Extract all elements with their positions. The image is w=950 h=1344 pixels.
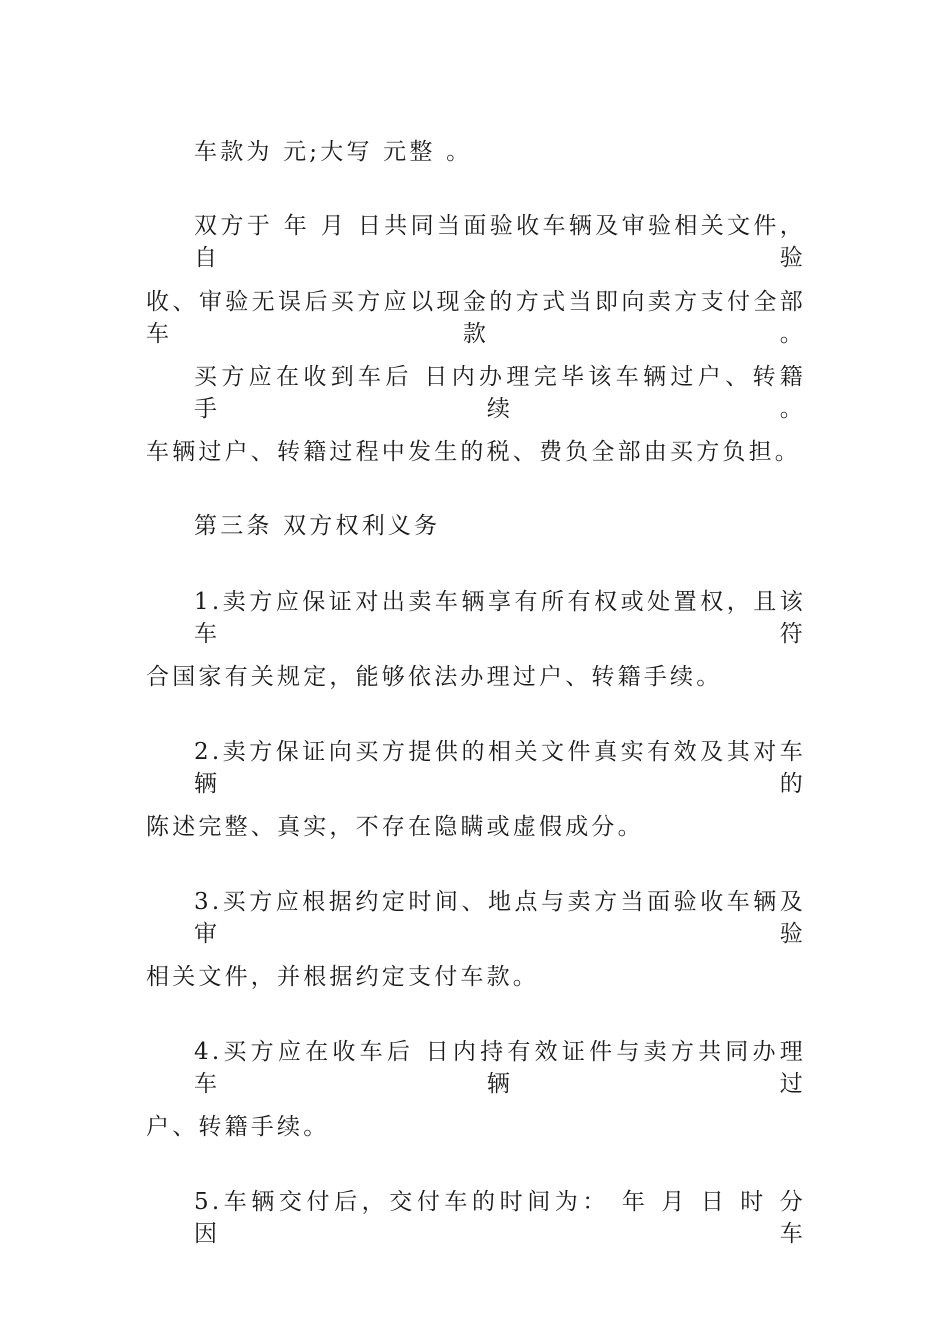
paragraph-line-8: 合国家有关规定，能够依法办理过户、转籍手续。 bbox=[146, 664, 723, 690]
paragraph-line-12: 相关文件，并根据约定支付车款。 bbox=[146, 964, 539, 990]
paragraph-line-1: 车款为 元;大写 元整 。 bbox=[194, 139, 473, 165]
paragraph-line-15: 5.车辆交付后，交付车的时间为： 年 月 日 时 分 因车 bbox=[194, 1189, 806, 1247]
paragraph-line-11: 3.买方应根据约定时间、地点与卖方当面验收车辆及审验 bbox=[194, 889, 806, 947]
paragraph-line-4: 买方应在收到车后 日内办理完毕该车辆过户、转籍手续。 bbox=[194, 364, 806, 422]
paragraph-line-5: 车辆过户、转籍过程中发生的税、费负全部由买方负担。 bbox=[146, 439, 801, 465]
paragraph-line-13: 4.买方应在收车后 日内持有效证件与卖方共同办理车辆过 bbox=[194, 1039, 806, 1097]
paragraph-line-7: 1.卖方应保证对出卖车辆享有所有权或处置权，且该车符 bbox=[194, 589, 806, 647]
paragraph-line-10: 陈述完整、真实，不存在隐瞒或虚假成分。 bbox=[146, 814, 644, 840]
paragraph-line-14: 户、转籍手续。 bbox=[146, 1114, 330, 1140]
section-heading: 第三条 双方权利义务 bbox=[194, 513, 441, 539]
paragraph-line-9: 2.卖方保证向买方提供的相关文件真实有效及其对车辆的 bbox=[194, 739, 806, 797]
paragraph-line-2: 双方于 年 月 日共同当面验收车辆及审验相关文件，自验 bbox=[194, 213, 806, 271]
paragraph-line-3: 收、审验无误后买方应以现金的方式当即向卖方支付全部车款。 bbox=[146, 289, 806, 347]
